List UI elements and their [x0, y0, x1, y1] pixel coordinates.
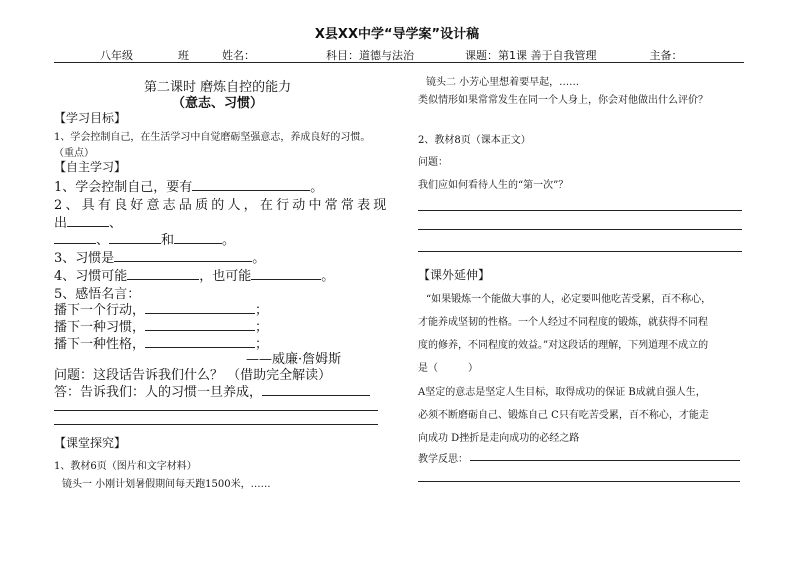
answer-line[interactable] — [54, 424, 378, 425]
option-line: 必须不断磨砺自己、锻炼自己 C只有吃苦受累，百不称心，才能走 — [418, 410, 709, 421]
answer-blank[interactable] — [192, 178, 310, 191]
question-5: 5、感悟名言： — [54, 287, 141, 302]
answer-blank[interactable] — [262, 383, 370, 396]
answer-blank[interactable] — [67, 214, 109, 227]
answer-line[interactable] — [418, 251, 742, 252]
quote-line-1: 播下一个行动， ； — [54, 303, 269, 318]
scene-2: 镜头二 小芳心里想着要早起，…… — [426, 77, 580, 88]
reflection-line[interactable] — [418, 481, 740, 482]
scene-1: 镜头一 小刚计划暑假期间每天跑1500米，…… — [62, 479, 271, 490]
question-label: 问题： — [418, 157, 448, 168]
subject-label: 科目：道德与法治 — [326, 49, 414, 62]
answer-line[interactable] — [418, 210, 742, 211]
answer-blank[interactable] — [251, 267, 321, 280]
option-line: A坚定的意志是坚定人生目标，取得成功的保证 B成就自强人生， — [418, 387, 706, 398]
answer-blank[interactable] — [145, 318, 255, 331]
question-3: 3、习惯是 。 — [54, 251, 266, 266]
quote-line-2: 播下一种习惯， ； — [54, 320, 269, 335]
question-2: 2、具有良好意志品质的人，在行动中常常表现 — [54, 198, 390, 213]
grade-label: 八年级 — [100, 49, 133, 62]
answer-line[interactable] — [54, 410, 378, 411]
answer-prompt: 答：告诉我们：人的习惯一旦养成， — [54, 381, 370, 400]
class-label: 班 — [178, 49, 189, 62]
goal-heading: 【学习目标】 — [54, 111, 127, 125]
goal-note: （重点） — [54, 148, 94, 159]
goal-text: 1、学会控制自己，在生活学习中自觉磨砺坚强意志，养成良好的习惯。 — [54, 132, 371, 143]
name-label: 姓名： — [222, 49, 255, 62]
class-inquiry-heading: 【课堂探究】 — [54, 436, 127, 450]
question-2b: 出 、 — [54, 216, 123, 231]
extension-paragraph: “如果锻炼一个能做大事的人，必定要叫他吃苦受累，百不称心， — [426, 294, 712, 305]
lesson-subtitle: （意志、习惯） — [172, 96, 264, 111]
answer-blank[interactable] — [127, 267, 199, 280]
topic-label: 课题：第1课 善于自我管理 — [465, 49, 597, 62]
answer-blank[interactable] — [145, 301, 255, 314]
answer-blank[interactable] — [174, 231, 222, 244]
extension-paragraph: 度的修养，不同程度的效益。”对这段话的理解，下列道理不成立的 — [418, 340, 709, 351]
header-rule — [54, 62, 744, 63]
question-4: 4、习惯可能 ，也可能 。 — [54, 269, 335, 284]
quote-line-3: 播下一种性格， ； — [54, 337, 269, 352]
reflection-line[interactable] — [470, 460, 740, 461]
extension-paragraph: 才能养成坚韧的性格。一个人经过不同程度的锻炼，就获得不同程 — [418, 317, 708, 328]
page-title: X县XX中学“导学案”设计稿 — [314, 27, 480, 42]
answer-blank[interactable] — [109, 231, 161, 244]
answer-blank[interactable] — [145, 335, 255, 348]
info-bar — [100, 47, 683, 63]
first-time-question: 我们应如何看待人生的“第一次”？ — [418, 180, 569, 191]
extension-heading: 【课外延伸】 — [418, 268, 491, 282]
answer-line[interactable] — [418, 229, 742, 230]
quote-attribution: ——威廉·詹姆斯 — [246, 352, 342, 367]
answer-blank[interactable] — [54, 231, 96, 244]
question-2c: 、 和 。 — [54, 229, 235, 248]
lesson-title: 第二课时 磨炼自控的能力 — [144, 80, 292, 95]
question-prompt: 问题：这段话告诉我们什么？ （借助完全解读） — [54, 368, 332, 383]
question-1: 1、学会控制自己，要有 。 — [54, 180, 324, 195]
answer-bracket: 是（ ） — [418, 363, 478, 374]
self-study-heading: 【自主学习】 — [54, 160, 127, 174]
reflection-label: 教学反思： — [418, 454, 468, 465]
scene-2-question: 类似情形如果常常发生在同一个人身上，你会对他做出什么评价？ — [418, 95, 708, 106]
material-2: 2、教材8页（课本正文） — [418, 135, 531, 146]
editor-label: 主备： — [649, 49, 683, 62]
option-line: 向成功 D挫折是走向成功的必经之路 — [418, 433, 580, 444]
material-1: 1、教材6页（图片和文字材料） — [54, 461, 197, 472]
answer-blank[interactable] — [114, 249, 252, 262]
